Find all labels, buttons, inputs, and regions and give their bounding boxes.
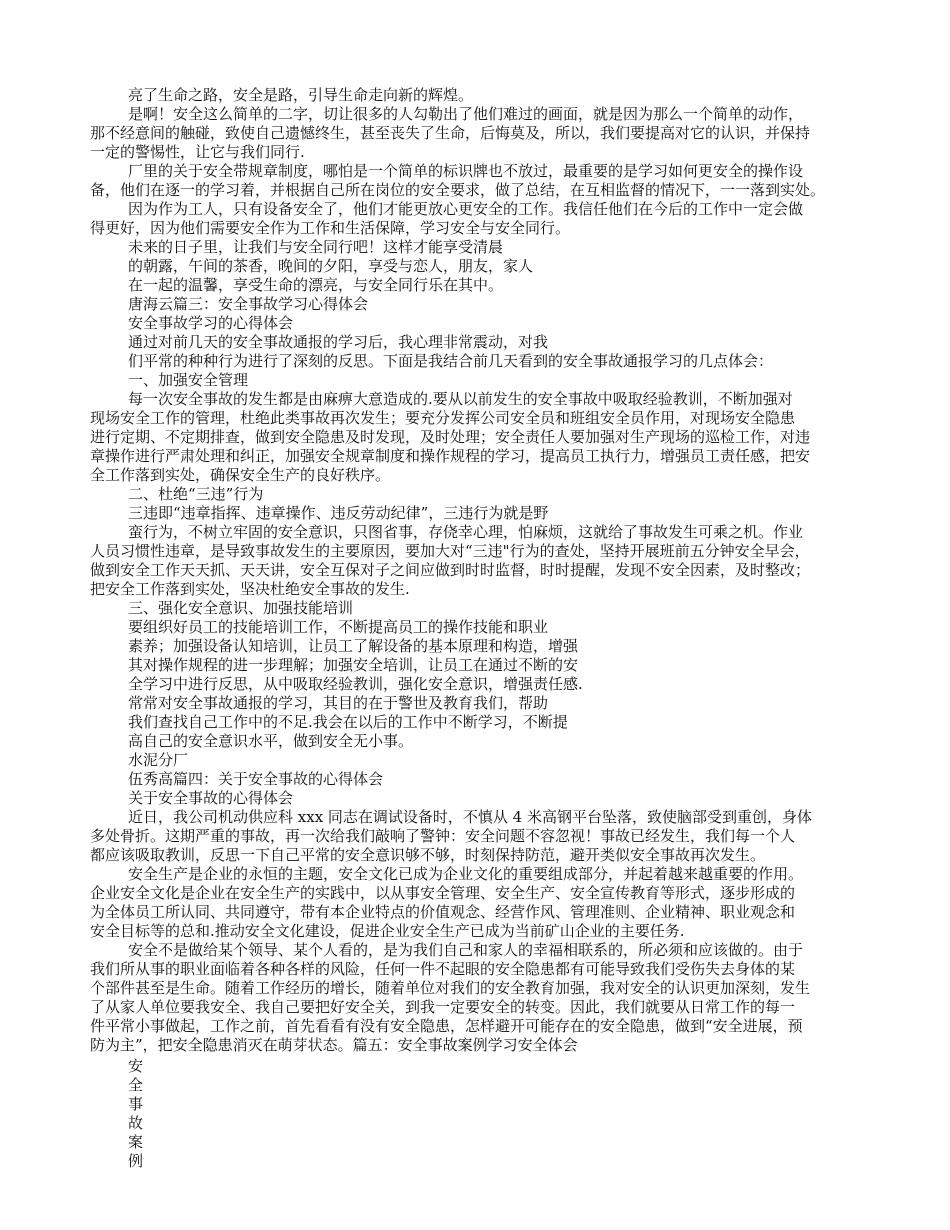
vertical-title-char: 事 xyxy=(128,1095,144,1113)
text-line: 亮了生命之路，安全是路，引导生命走向新的辉煌。 xyxy=(128,86,474,104)
text-line: 防为主”，把安全隐患消灭在萌芽状态。篇五：安全事故案例学习安全体会 xyxy=(90,1036,578,1054)
text-line: 现场安全工作的管理，杜绝此类事故再次发生；要充分发挥公司安全员和班组安全员作用，对现场安全隐患 xyxy=(90,409,796,427)
list-heading: 二、杜绝“三违”行为 xyxy=(128,485,264,503)
text-line: 全学习中进行反思，从中吸取经验教训，强化安全意识，增强责任感. xyxy=(128,675,583,693)
section-subtitle: 安全事故学习的心得体会 xyxy=(128,314,294,332)
text-line: 全工作落到实处，确保安全生产的良好秩序。 xyxy=(90,466,391,484)
vertical-title-char: 全 xyxy=(128,1076,144,1094)
text-line: 蛮行为，不树立牢固的安全意识，只图省事，存侥幸心理，怕麻烦，这就给了事故发生可乘之机。作业 xyxy=(128,523,804,541)
text-line: 是啊！安全这么简单的二字，切让很多的人勾勒出了他们难过的画面，就是因为那么一个简单的动作， xyxy=(128,105,804,123)
text-line: 近日，我公司机动供应科 xxx 同志在调试设备时，不慎从 4 米高钢平台坠落，致使脑部受到重创，身体 xyxy=(128,808,812,826)
section-heading: 唐海云篇三：安全事故学习心得体会 xyxy=(128,295,369,313)
text-line: 我们所从事的职业面临着各种各样的风险，任何一件不起眼的安全隐患都有可能导致我们受伤失去身体的某 xyxy=(90,960,796,978)
text-line: 企业安全文化是企业在安全生产的实践中，以从事安全管理、安全生产、安全宣传教育等形式，逐步形成的 xyxy=(90,884,796,902)
text-line: 常常对安全事故通报的学习，其目的在于警世及教育我们，帮助 xyxy=(128,694,549,712)
signature-line: 水泥分厂 xyxy=(128,751,189,769)
text-line: 都应该吸取教训，反思一下自己平常的安全意识够不够，时刻保持防范，避开类似安全事故再次发生。 xyxy=(90,846,766,864)
text-line: 我们查找自己工作中的不足.我会在以后的工作中不断学习，不断提 xyxy=(128,713,568,731)
text-line: 未来的日子里，让我们与安全同行吧！这样才能享受清晨 xyxy=(128,238,504,256)
text-line: 在一起的温馨，享受生命的漂亮，与安全同行乐在其中。 xyxy=(128,276,504,294)
text-line: 进行定期、不定期排查，做到安全隐患及时发现，及时处理；安全责任人要加强对生产现场的巡检工作，对违 xyxy=(90,428,811,446)
text-line: 高自己的安全意识水平，做到安全无小事。 xyxy=(128,732,414,750)
text-line: 为全体员工所认同、共同遵守，带有本企业特点的价值观念、经营作风、管理准则、企业精神、职业观念和 xyxy=(90,903,796,921)
text-line: 其对操作规程的进一步理解；加强安全培训，让员工在通过不断的安 xyxy=(128,656,579,674)
text-line: 们平常的种种行为进行了深刻的反思。下面是我结合前几天看到的安全事故通报学习的几点体会： xyxy=(128,352,774,370)
section-heading: 伍秀高篇四：关于安全事故的心得体会 xyxy=(128,770,384,788)
vertical-title-char: 安 xyxy=(128,1057,144,1075)
vertical-title-char: 案 xyxy=(128,1133,144,1151)
text-line: 个部件甚至是生命。随着工作经历的增长，随着单位对我们的安全教育加强，我对安全的认识更加深刻，发生 xyxy=(90,979,811,997)
text-line: 每一次安全事故的发生都是由麻痹大意造成的.要从以前发生的安全事故中吸取经验教训，不断加强对 xyxy=(128,390,793,408)
text-line: 通过对前几天的安全事故通报的学习后，我心理非常震动，对我 xyxy=(128,333,549,351)
list-heading: 一、加强安全管理 xyxy=(128,371,249,389)
text-line: 备，他们在逐一的学习着，并根据自己所在岗位的安全要求，做了总结，在互相监督的情况下，一一落到实处。 xyxy=(90,181,826,199)
text-line: 一定的警惕性，让它与我们同行. xyxy=(90,143,305,161)
text-line: 得更好，因为他们需要安全作为工作和生活保障，学习安全与安全同行。 xyxy=(90,219,571,237)
text-line: 章操作进行严肃处理和纠正，加强安全规章制度和操作规程的学习，提高员工执行力，增强员工责任感，把安 xyxy=(90,447,811,465)
text-line: 那不经意间的触碰，致使自己遗憾终生，甚至丧失了生命，后悔莫及，所以，我们要提高对它的认识，并保持 xyxy=(90,124,811,142)
vertical-title-char: 故 xyxy=(128,1114,144,1132)
text-line: 做到安全工作天天抓、天天讲，安全互保对子之间应做到时时监督，时时提醒，发现不安全因素，及时整改； xyxy=(90,561,811,579)
vertical-title-char: 例 xyxy=(128,1152,144,1170)
text-line: 的朝露，午间的茶香，晚间的夕阳，享受与恋人，朋友，家人 xyxy=(128,257,534,275)
text-line: 素养；加强设备认知培训，让员工了解设备的基本原理和构造，增强 xyxy=(128,637,579,655)
text-line: 了从家人单位要我安全、我自己要把好安全关，到我一定要安全的转变。因此，我们就要从日常工作的每一 xyxy=(90,998,796,1016)
text-line: 件平常小事做起，工作之前，首先看看有没有安全隐患，怎样避开可能存在的安全隐患，做到“安全进展，预 xyxy=(90,1017,803,1035)
text-line: 把安全工作落到实处，坚决杜绝安全事故的发生. xyxy=(90,580,410,598)
list-heading: 三、强化安全意识、加强技能培训 xyxy=(128,599,354,617)
text-line: 人员习惯性违章，是导致事故发生的主要原因，要加大对“三违"行为的查处，坚持开展班前五分钟安全早会， xyxy=(90,542,810,560)
text-line: 多处骨折。这期严重的事故，再一次给我们敲响了警钟：安全问题不容忽视！事故已经发生，我们每一个人 xyxy=(90,827,796,845)
text-line: 因为作为工人，只有设备安全了，他们才能更放心更安全的工作。我信任他们在今后的工作中一定会做 xyxy=(128,200,804,218)
section-subtitle: 关于安全事故的心得体会 xyxy=(128,789,294,807)
text-line: 安全目标等的总和.推动安全文化建设，促进企业安全生产已成为当前矿山企业的主要任务. xyxy=(90,922,685,940)
text-line: 安全不是做给某个领导、某个人看的，是为我们自己和家人的幸福相联系的，所必须和应该做的。由于 xyxy=(128,941,804,959)
text-line: 三违即“违章指挥、违章操作、违反劳动纪律”，三违行为就是野 xyxy=(128,504,549,522)
text-line: 安全生产是企业的永恒的主题，安全文化已成为企业文化的重要组成部分，并起着越来越重要的作用。 xyxy=(128,865,804,883)
text-line: 厂里的关于安全带规章制度，哪怕是一个简单的标识牌也不放过，最重要的是学习如何更安全的操作设 xyxy=(128,162,804,180)
text-line: 要组织好员工的技能培训工作，不断提高员工的操作技能和职业 xyxy=(128,618,549,636)
